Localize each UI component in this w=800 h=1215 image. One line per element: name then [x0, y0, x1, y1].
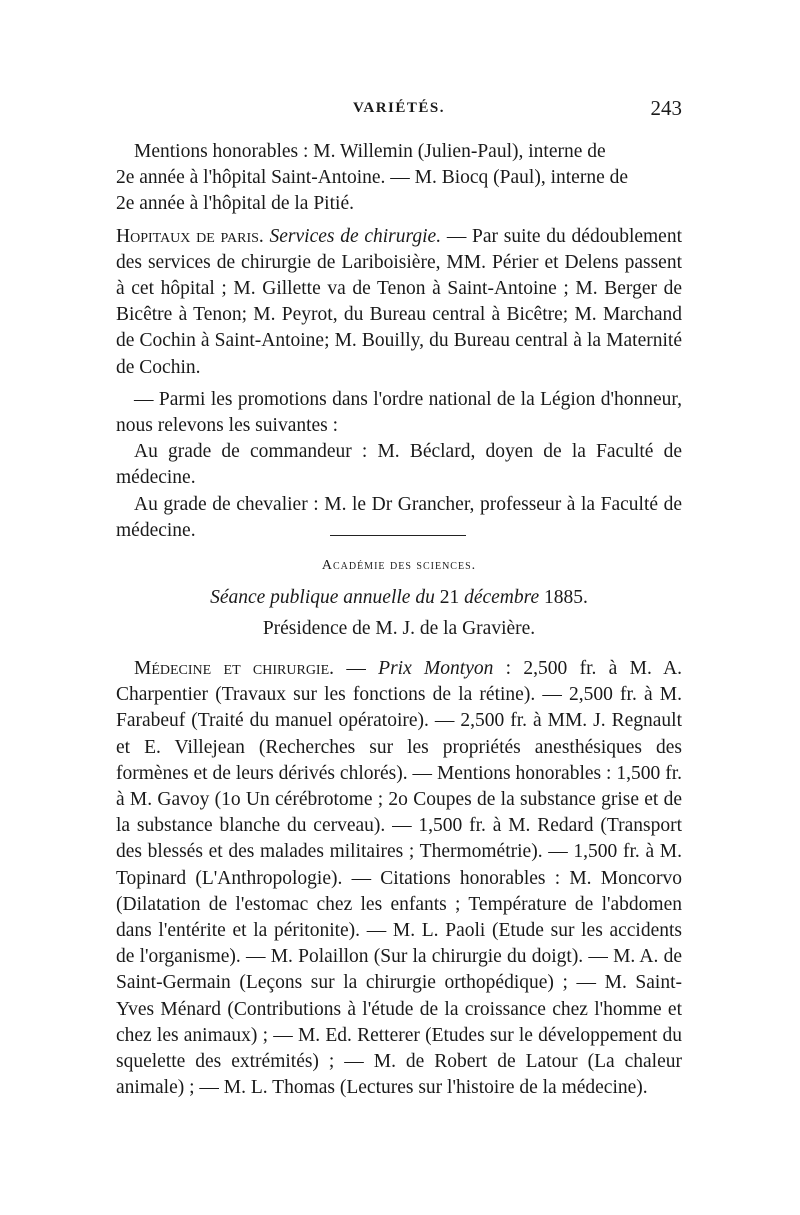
mentions-paragraph [116, 139, 682, 218]
mentions-line-1: Mentions honorables : M. Willemin (Julien-Paul), interne de [134, 141, 606, 162]
hopitaux-text: — Par suite du dédoublement des services de chirurgie de Lariboisière, MM. Périer et Delens passent à cet hôpital ; M. Gillette va de Tenon à Saint-Antoine ; M. Berger de Bicêtre à Tenon; M. Peyrot, du Bureau central à Bicêtre; M. Marchand de Cochin à Saint-Antoine; M. Bouilly, du Bureau central à la Maternité de Cochin. [116, 225, 683, 378]
mentions-line-2: 2e année à l'hôpital Saint-Antoine. — M. Biocq (Paul), interne de [116, 167, 629, 189]
legion-chevalier: Au grade de chevalier : M. le Dr Grancher, professeur à la Faculté de médecine. [116, 493, 682, 541]
prix-text-block [116, 656, 682, 1101]
prix-paragraph [116, 656, 682, 1101]
section-title: Académie des sciences. [321, 558, 477, 573]
hopitaux-paragraph [116, 224, 682, 381]
session-heading [116, 587, 682, 609]
presidence-heading: Présidence de M. J. de la Gravière. [262, 618, 536, 639]
prix-label: Médecine et chirurgie. [134, 658, 335, 679]
session-a: Séance publique annuelle du [210, 587, 435, 608]
running-title: VARIÉTÉS. [352, 100, 445, 116]
mentions-line-3: 2e année à l'hôpital de la Pitié. [116, 193, 354, 215]
prix-text: : 2,500 fr. à M. A. Charpentier (Travaux sur les fonctions de la rétine). — 2,500 fr. à M. Farabeuf (Traité du manuel opératoire). — 2,500 fr. à MM. J. Regnault et E. Villejean (Recherches sur les propriétés anesthésiques des formènes et de leurs dérivés chlorés). — Mentions honorables : 1,500 fr. à M. Gavoy (1o Un cérébrotome ; 2o Coupes de la substance grise et de la substance blanche du cerveau). — 1,500 fr. à M. Redard (Transport des blessés et des malades militaires ; Thermométrie). — 1,500 fr. à M. Topinard (L'Anthropologie). — Citations honorables : M. Moncorvo (Dilatation de l'estomac chez les enfants ; Température de l'abdomen dans l'entérite et la péritonite). — M. L. Paoli (Etude sur les accidents de l'organisme). — M. Polaillon (Sur la chirurgie du doigt). — M. A. de Saint-Germain (Leçons sur la chirurgie orthopédique) ; — M. Saint-Yves Ménard (Contributions à l'étude de la croissance chez l'homme et chez les animaux) ; — M. Ed. Retterer (Etudes sur le développement du squelette des extrémités) ; — M. de Robert de Latour (La chaleur animale) ; — M. L. Thomas (Lectures sur l'histoire de la médecine). [116, 658, 683, 1099]
session-year: 1885. [544, 587, 588, 608]
session-day: 21 [439, 587, 460, 608]
upper-text-block [116, 139, 682, 544]
hopitaux-services: Services de chirurgie. [269, 225, 442, 247]
legion-intro: — Parmi les promotions dans l'ordre national de la Légion d'honneur, nous relevons les suivantes : [116, 388, 682, 437]
prix-dash: — [346, 658, 366, 679]
legion-commandeur: Au grade de commandeur : M. Béclard, doyen de la Faculté de médecine. [116, 441, 682, 489]
session-b: décembre [464, 587, 540, 608]
running-head [116, 96, 682, 126]
section-divider [330, 535, 466, 536]
hopitaux-label: Hopitaux de paris. [116, 225, 264, 247]
prix-name: Prix Montyon [378, 658, 494, 679]
page-number: 243 [650, 96, 682, 120]
